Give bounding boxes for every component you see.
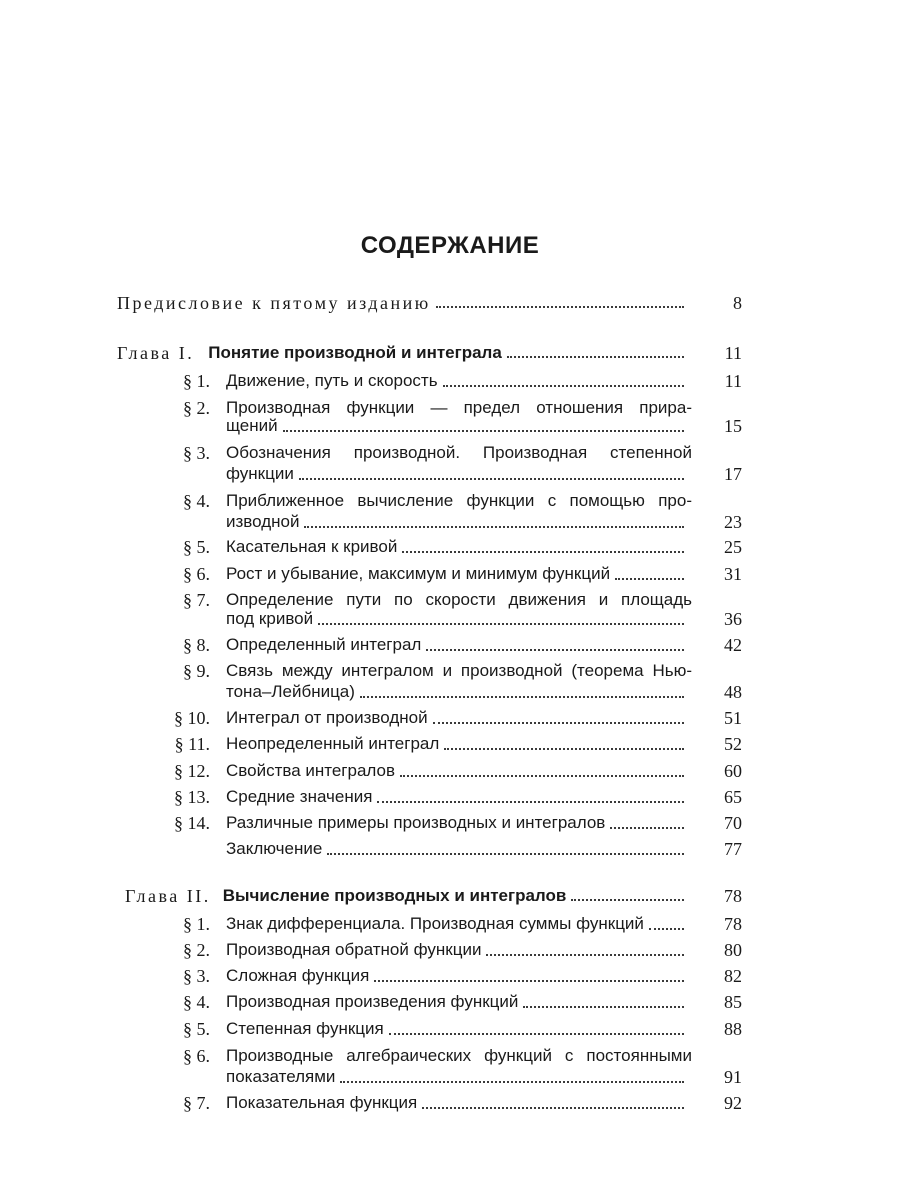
section-number: § 6. <box>183 564 210 584</box>
section-number: § 3. <box>183 443 210 463</box>
section-title: Различные примеры производных и интегралов <box>226 813 606 832</box>
section-title: Показательная функция <box>226 1093 418 1112</box>
dot-leader <box>444 748 684 750</box>
dot-leader <box>433 722 684 724</box>
section-title-line: тона–Лейбница) <box>226 682 355 701</box>
page-number: 25 <box>724 537 742 557</box>
section-title-line: Связь между интегралом и производной (теорема Нью- <box>226 661 692 680</box>
chapter-title: Понятие производной и интеграла <box>208 343 502 362</box>
section-number: § 1. <box>183 371 210 391</box>
dot-leader <box>436 306 684 308</box>
section-title: Интеграл от производной <box>226 708 428 727</box>
dot-leader <box>304 526 684 528</box>
page-number: 65 <box>724 787 742 807</box>
section-title-line: под кривой <box>226 609 314 628</box>
dot-leader <box>400 775 684 777</box>
page-number: 31 <box>724 564 742 584</box>
section-title: Движение, путь и скорость <box>226 371 438 390</box>
page-number: 23 <box>724 512 742 532</box>
section-title: Степенная функция <box>226 1019 384 1038</box>
dot-leader <box>443 385 684 387</box>
page-number: 15 <box>724 416 742 436</box>
section-title-line: функции <box>226 464 294 483</box>
dot-leader <box>283 430 684 432</box>
page-number: 11 <box>724 371 742 391</box>
section-title-line: Производные алгебраических функций с постоянными <box>226 1046 692 1065</box>
page-number: 80 <box>724 940 742 960</box>
section-number: § 8. <box>183 635 210 655</box>
section-number: § 4. <box>183 491 210 511</box>
section-title-line: Производная функции — предел отношения прира- <box>226 398 692 417</box>
dot-leader <box>389 1033 684 1035</box>
dot-leader <box>507 356 684 358</box>
section-title: Свойства интегралов <box>226 761 396 780</box>
section-number: § 10. <box>174 708 210 728</box>
section-number: § 4. <box>183 992 210 1012</box>
dot-leader <box>377 801 684 803</box>
section-title: Средние значения <box>226 787 373 806</box>
section-title: Касательная к кривой <box>226 537 398 556</box>
section-title: Рост и убывание, максимум и минимум функций <box>226 564 611 583</box>
section-title-line: изводной <box>226 512 300 531</box>
dot-leader <box>649 928 684 930</box>
dot-leader <box>422 1107 684 1109</box>
section-number: § 11. <box>174 734 210 754</box>
section-number: § 6. <box>183 1046 210 1066</box>
dot-leader <box>610 827 684 829</box>
page-number: 36 <box>724 609 742 629</box>
section-title: Сложная функция <box>226 966 370 985</box>
section-title-line: Определение пути по скорости движения и площадь <box>226 590 692 609</box>
section-number: § 5. <box>183 537 210 557</box>
section-number: § 5. <box>183 1019 210 1039</box>
section-number: § 12. <box>174 761 210 781</box>
section-title: Определенный интеграл <box>226 635 422 654</box>
section-number: § 9. <box>183 661 210 681</box>
section-title-line: Приближенное вычисление функции с помощью про- <box>226 491 692 510</box>
section-number: § 2. <box>183 398 210 418</box>
section-title: Производная произведения функций <box>226 992 519 1011</box>
page-number: 11 <box>724 343 742 363</box>
section-number: § 7. <box>183 590 210 610</box>
page-number: 70 <box>724 813 742 833</box>
section-number: § 13. <box>174 787 210 807</box>
section-number: § 7. <box>183 1093 210 1113</box>
page-number: 51 <box>724 708 742 728</box>
page-number: 78 <box>724 914 742 934</box>
dot-leader <box>299 478 684 480</box>
chapter-label: Глава II. <box>125 886 211 906</box>
page-number: 52 <box>724 734 742 754</box>
dot-leader <box>486 954 684 956</box>
section-title-line: Обозначения производной. Производная степенной <box>226 443 692 462</box>
dot-leader <box>318 623 684 625</box>
dot-leader <box>340 1081 684 1083</box>
page-number: 78 <box>724 886 742 906</box>
section-title-line: показателями <box>226 1067 336 1086</box>
page-number: 77 <box>724 839 742 859</box>
page-number: 85 <box>724 992 742 1012</box>
page-number: 88 <box>724 1019 742 1039</box>
chapter-title: Вычисление производных и интегралов <box>222 886 567 905</box>
dot-leader <box>426 649 684 651</box>
page-number: 91 <box>724 1067 742 1087</box>
section-title: Неопределенный интеграл <box>226 734 440 753</box>
section-number: § 2. <box>183 940 210 960</box>
dot-leader <box>402 551 684 553</box>
section-title: Заключение <box>226 839 323 858</box>
dot-leader <box>615 578 684 580</box>
section-title-line: щений <box>226 416 278 435</box>
page-number: 60 <box>724 761 742 781</box>
dot-leader <box>360 696 684 698</box>
section-title: Знак дифференциала. Производная суммы функций <box>226 914 644 933</box>
page-title: СОДЕРЖАНИЕ <box>360 232 540 259</box>
toc-entry-label: Предисловие к пятому изданию <box>117 293 431 313</box>
section-number: § 1. <box>183 914 210 934</box>
section-title: Производная обратной функции <box>226 940 482 959</box>
dot-leader <box>327 853 684 855</box>
page-number: 8 <box>733 293 742 313</box>
section-number: § 14. <box>174 813 210 833</box>
dot-leader <box>374 980 684 982</box>
page-number: 82 <box>724 966 742 986</box>
page-number: 42 <box>724 635 742 655</box>
page-number: 92 <box>724 1093 742 1113</box>
page-number: 48 <box>724 682 742 702</box>
chapter-label: Глава I. <box>117 343 195 363</box>
dot-leader <box>571 899 684 901</box>
section-number: § 3. <box>183 966 210 986</box>
page-number: 17 <box>724 464 742 484</box>
dot-leader <box>523 1006 684 1008</box>
